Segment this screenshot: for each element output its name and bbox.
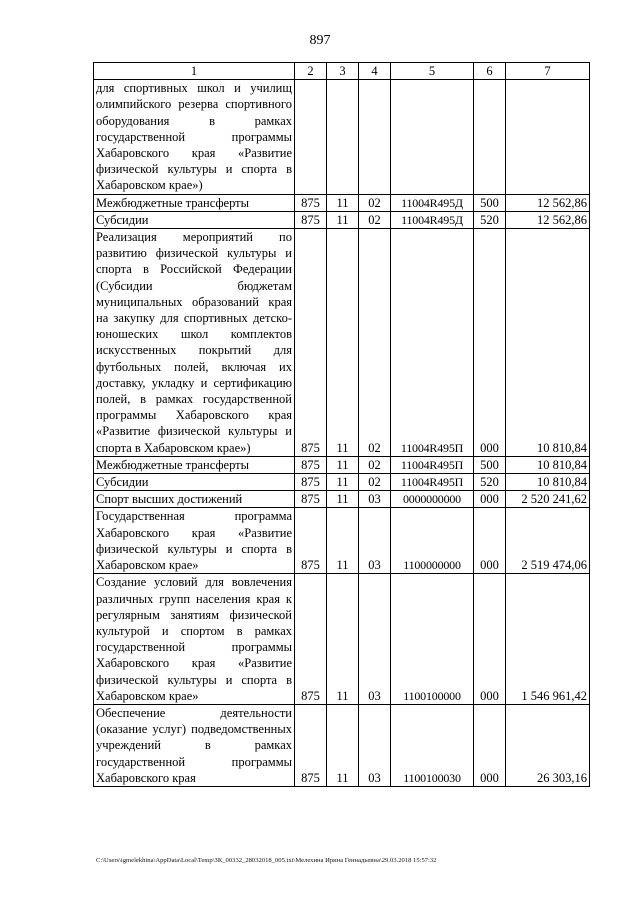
section-code-cell: 11 — [327, 491, 359, 508]
ministry-code-cell: 875 — [295, 508, 327, 574]
ministry-code-cell: 875 — [295, 704, 327, 786]
expense-type-cell: 520 — [474, 474, 506, 491]
amount-cell: 10 810,84 — [506, 229, 590, 457]
amount-cell: 1 546 961,42 — [506, 574, 590, 705]
target-article-cell: 11004R495П — [391, 474, 474, 491]
target-article-cell: 11004R495Д — [391, 194, 474, 211]
subsection-code-cell: 03 — [359, 704, 391, 786]
ministry-code-cell: 875 — [295, 491, 327, 508]
section-code-cell: 11 — [327, 194, 359, 211]
row-name-cell: Субсидии — [94, 211, 295, 228]
row-name-cell: Спорт высших достижений — [94, 491, 295, 508]
amount-cell: 12 562,86 — [506, 194, 590, 211]
column-header: 6 — [474, 63, 506, 80]
column-header: 7 — [506, 63, 590, 80]
ministry-code-cell: 875 — [295, 211, 327, 228]
subsection-code-cell: 03 — [359, 508, 391, 574]
table-row — [94, 491, 590, 508]
expense-type-cell: 000 — [474, 704, 506, 786]
target-article-cell: 11004R495П — [391, 456, 474, 473]
target-article-cell: 1100100030 — [391, 704, 474, 786]
table-row — [94, 508, 590, 574]
target-article-cell: 1100000000 — [391, 508, 474, 574]
ministry-code-cell: 875 — [295, 456, 327, 473]
expense-type-cell: 520 — [474, 211, 506, 228]
column-header: 1 — [94, 63, 295, 80]
section-code-cell: 11 — [327, 211, 359, 228]
expense-type-cell: 000 — [474, 229, 506, 457]
table-header-row — [94, 63, 590, 80]
ministry-code-cell — [295, 80, 327, 194]
amount-cell: 10 810,84 — [506, 456, 590, 473]
ministry-code-cell: 875 — [295, 194, 327, 211]
section-code-cell — [327, 80, 359, 194]
subsection-code-cell: 03 — [359, 491, 391, 508]
table-row — [94, 574, 590, 705]
subsection-code-cell: 02 — [359, 229, 391, 457]
table-row — [94, 704, 590, 786]
table-row — [94, 456, 590, 473]
table-row — [94, 229, 590, 457]
column-header: 3 — [327, 63, 359, 80]
subsection-code-cell — [359, 80, 391, 194]
footer-file-path: C:\Users\igmelekhina\AppData\Local\Temp\ЗК_00332_28032018_005.txt\Мелехина Ирина Геннадьевна\29.03.2018 15:57:32 — [96, 857, 437, 864]
row-name-cell: Государственная программа Хабаровского края «Развитие физической культуры и спорта в Хабаровском крае» — [94, 508, 295, 574]
column-header: 4 — [359, 63, 391, 80]
section-code-cell: 11 — [327, 456, 359, 473]
amount-cell: 10 810,84 — [506, 474, 590, 491]
page-number: 897 — [309, 33, 331, 48]
target-article-cell: 11004R495Д — [391, 211, 474, 228]
expense-type-cell: 500 — [474, 456, 506, 473]
row-name-cell: Создание условий для вовлечения различных групп населения края к регулярным занятиям физической культурой и спортом в рамках государственной программы Хабаровского края «Развитие физической культуры и спорта в Хабаровском крае» — [94, 574, 295, 705]
row-name-cell: Межбюджетные трансферты — [94, 194, 295, 211]
expense-type-cell: 000 — [474, 508, 506, 574]
row-name-cell: Обеспечение деятельности (оказание услуг) подведомственных учреждений в рамках государственной программы Хабаровского края — [94, 704, 295, 786]
target-article-cell: 1100100000 — [391, 574, 474, 705]
section-code-cell: 11 — [327, 474, 359, 491]
ministry-code-cell: 875 — [295, 574, 327, 705]
amount-cell: 12 562,86 — [506, 211, 590, 228]
expense-type-cell — [474, 80, 506, 194]
target-article-cell — [391, 80, 474, 194]
subsection-code-cell: 03 — [359, 574, 391, 705]
row-name-cell: для спортивных школ и училищ олимпийского резерва спортивного оборудования в рамках государственной программы Хабаровского края «Развитие физической культуры и спорта в Хабаровском крае») — [94, 80, 295, 194]
budget-table — [93, 62, 590, 787]
row-name-cell: Межбюджетные трансферты — [94, 456, 295, 473]
expense-type-cell: 000 — [474, 491, 506, 508]
subsection-code-cell: 02 — [359, 211, 391, 228]
target-article-cell: 0000000000 — [391, 491, 474, 508]
section-code-cell: 11 — [327, 574, 359, 705]
table-row — [94, 211, 590, 228]
table-row — [94, 194, 590, 211]
expense-type-cell: 500 — [474, 194, 506, 211]
amount-cell: 2 519 474,06 — [506, 508, 590, 574]
ministry-code-cell: 875 — [295, 474, 327, 491]
subsection-code-cell: 02 — [359, 474, 391, 491]
column-header: 5 — [391, 63, 474, 80]
section-code-cell: 11 — [327, 229, 359, 457]
table-row — [94, 474, 590, 491]
row-name-cell: Реализация мероприятий по развитию физической культуры и спорта в Российской Федерации (Субсидии бюджетам муниципальных образований края на закупку для спортивных детско-юношеских школ комплектов искусственных покрытий для футбольных полей, включая их доставку, укладку и сертификацию полей, в рамках государственной программы Хабаровского края «Развитие физической культуры и спорта в Хабаровском крае») — [94, 229, 295, 457]
amount-cell: 26 303,16 — [506, 704, 590, 786]
expense-type-cell: 000 — [474, 574, 506, 705]
row-name-cell: Субсидии — [94, 474, 295, 491]
target-article-cell: 11004R495П — [391, 229, 474, 457]
table-row — [94, 80, 590, 194]
subsection-code-cell: 02 — [359, 456, 391, 473]
section-code-cell: 11 — [327, 704, 359, 786]
amount-cell: 2 520 241,62 — [506, 491, 590, 508]
amount-cell — [506, 80, 590, 194]
ministry-code-cell: 875 — [295, 229, 327, 457]
section-code-cell: 11 — [327, 508, 359, 574]
subsection-code-cell: 02 — [359, 194, 391, 211]
column-header: 2 — [295, 63, 327, 80]
